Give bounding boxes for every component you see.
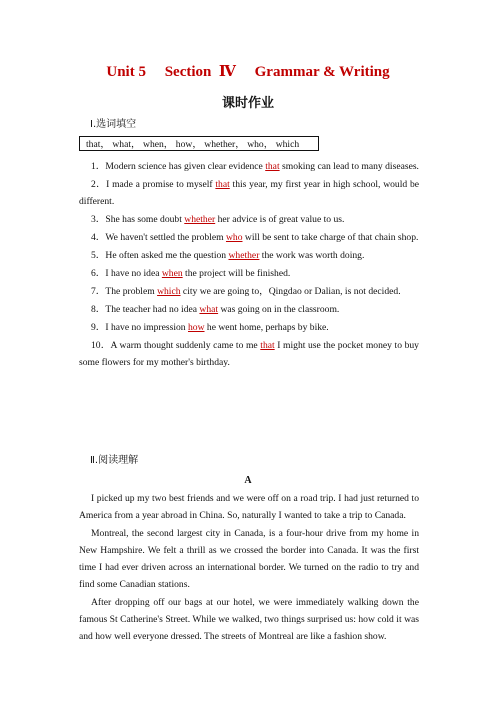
passage-label: A — [244, 475, 252, 486]
item-text: will be sent to take charge of that chain shop. — [242, 232, 419, 243]
item-text: smoking can lead to many diseases. — [279, 161, 419, 172]
page-title: Unit 5 Section Ⅳ Grammar & Writing — [106, 64, 390, 80]
item-text: 4．We haven't settled the problem — [91, 232, 226, 243]
section2-heading: Ⅱ.阅读理解 — [90, 455, 139, 466]
item-answer: that — [215, 179, 230, 190]
passage-paragraph: Montreal, the second largest city in Canada, is a four-hour drive from my home in New Hampshire. We felt a thrill as we crossed the border into Canada. It was the first time I had ever driven across an international border. We turned on the radio to try and find some Canadian stations. — [79, 528, 419, 590]
reading-passage — [79, 490, 419, 646]
item-answer: when — [161, 268, 183, 279]
section1-heading: Ⅰ.选词填空 — [90, 119, 137, 130]
exercise-item — [79, 247, 419, 264]
item-text: 3．She has some doubt — [91, 214, 185, 225]
item-text: the project will be finished. — [182, 268, 291, 279]
item-text: 5．He often asked me the question — [91, 250, 229, 261]
exercise-item — [79, 319, 419, 336]
item-answer: which — [157, 286, 181, 297]
exercise-item — [79, 337, 419, 371]
item-answer: that — [265, 161, 280, 172]
item-text: 6．I have no idea — [91, 268, 162, 279]
item-text: 2．I made a promise to myself — [91, 179, 216, 190]
exercise-item — [79, 229, 419, 246]
item-answer: that — [260, 340, 275, 351]
word-box: that， what， when， how， whether， who， which — [79, 136, 319, 151]
passage-paragraph: After dropping off our bags at our hotel, we were immediately walking down the famous St Catherine's Street. While we walked, two things surprised us: how cold it was and how well everyone dressed. The streets of Montreal are like a fashion show. — [79, 597, 419, 642]
item-answer: who — [225, 232, 243, 243]
item-text: 8．The teacher had no idea — [91, 304, 200, 315]
item-text: city we are going to，Qingdao or Dalian, is not decided. — [180, 286, 401, 297]
exercise-item — [79, 265, 419, 282]
exercise-item — [79, 176, 419, 210]
passage-paragraph: I picked up my two best friends and we were off on a road trip. I had just returned to America from a year abroad in China. So, naturally I wanted to take a trip to Canada. — [79, 493, 419, 521]
exercise-item — [79, 211, 419, 228]
item-text: this year, my first year in high school, would be different. — [79, 179, 419, 207]
fill-in-items — [79, 158, 419, 372]
item-text: he went home, perhaps by bike. — [204, 322, 329, 333]
exercise-item — [79, 301, 419, 318]
item-answer: how — [188, 322, 205, 333]
item-answer: what — [199, 304, 219, 315]
item-text: I might use the pocket money to buy some flowers for my mother's birthday. — [79, 340, 419, 368]
page-subtitle: 课时作业 — [221, 96, 274, 111]
item-text: 1．Modern science has given clear evidence — [91, 161, 266, 172]
item-text: her advice is of great value to us. — [215, 214, 345, 225]
item-text: 10．A warm thought suddenly came to me — [91, 340, 261, 351]
exercise-item — [79, 283, 419, 300]
item-text: 9．I have no impression — [91, 322, 188, 333]
item-answer: whether — [184, 214, 216, 225]
item-answer: whether — [228, 250, 260, 261]
item-text: 7．The problem — [91, 286, 158, 297]
exercise-item — [79, 158, 419, 175]
item-text: was going on in the classroom. — [218, 304, 340, 315]
item-text: the work was worth doing. — [259, 250, 365, 261]
